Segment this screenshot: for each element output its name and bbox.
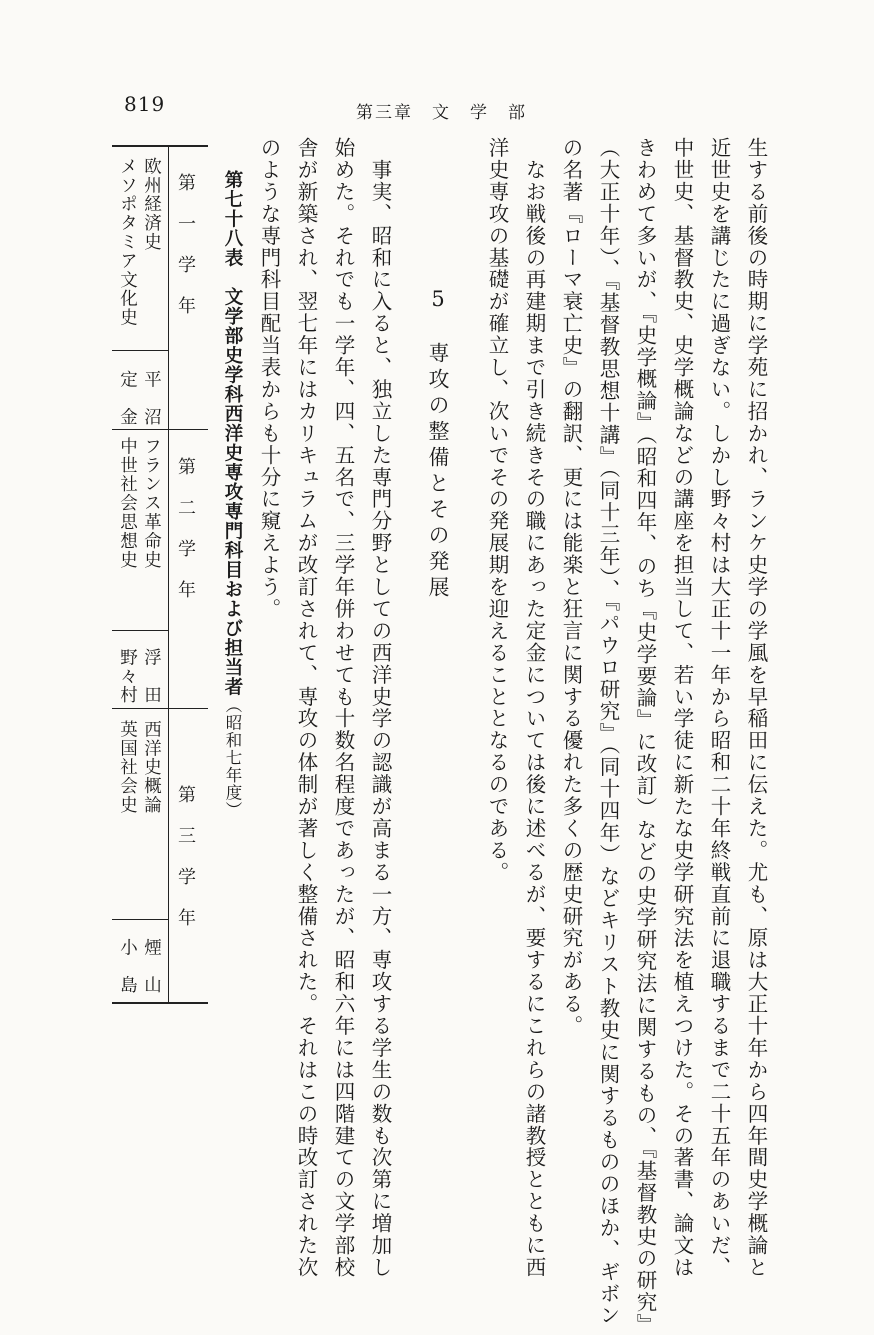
course-table bbox=[112, 145, 208, 1005]
body-column: 舎が新築され、翌七年にはカリキュラムが改訂されて、専攻の体制が著しく整備された。それはこの時改訂された次 bbox=[294, 137, 318, 1279]
table-course: 英国社会史 bbox=[117, 720, 138, 815]
table-teacher: 野々村 bbox=[117, 648, 138, 705]
body-column: なお戦後の再建期まで引き続きその職にあった定金については後に述べるが、要するにこれらの諸教授とともに西 bbox=[522, 137, 546, 1279]
body-column: 中世史、基督教史、史学概論などの講座を担当して、若い学徒に新たな史学研究法を植えつけた。その著書、論文は bbox=[670, 137, 694, 1279]
table-course: メソポタミア文化史 bbox=[117, 157, 138, 328]
body-column: 洋史専攻の基礎が確立し、次いでその発展期を迎えることとなるのである。 bbox=[485, 137, 509, 884]
table-teacher: 煙 山 bbox=[141, 938, 162, 995]
table-year-header: 第二学年 bbox=[175, 457, 196, 621]
table-rule bbox=[112, 630, 168, 631]
table-rule bbox=[112, 145, 208, 147]
table-course: 中世社会思想史 bbox=[117, 437, 138, 570]
table-course: 欧州経済史 bbox=[141, 157, 162, 252]
table-rule bbox=[112, 429, 208, 430]
table-rule bbox=[112, 350, 168, 351]
running-head: 第三章 文 学 部 bbox=[356, 103, 527, 123]
body-column: （大正十年）、『基督教思想十講』（同十三年）、『パウロ研究』（同十四年）などキリスト教史に関するもののほか、ギボン bbox=[596, 137, 620, 1327]
page-number: 819 bbox=[124, 92, 166, 116]
table-caption-title: 第七十八表 文学部史学科西洋史専攻専門科目および担当者 bbox=[222, 170, 243, 697]
table-course: 西洋史概論 bbox=[141, 720, 162, 815]
table-teacher: 浮 田 bbox=[141, 648, 162, 705]
table-caption bbox=[223, 170, 242, 819]
table-teacher: 定 金 bbox=[117, 370, 138, 427]
table-rule bbox=[112, 708, 208, 709]
table-course: フランス革命史 bbox=[141, 437, 162, 570]
table-rule bbox=[168, 145, 169, 1004]
table-year-header: 第三学年 bbox=[175, 785, 196, 949]
body-column: のような専門科目配当表からも十分に窺えよう。 bbox=[257, 137, 281, 620]
body-column: の名著『ローマ衰亡史』の翻訳、更には能楽と狂言に関する優れた多くの歴史研究がある。 bbox=[559, 137, 583, 1037]
body-column: 近世史を講じたに過ぎない。しかし野々村は大正十一年から昭和二十年終戦直前に退職するまで二十五年のあいだ、 bbox=[707, 137, 731, 1279]
table-rule bbox=[112, 1002, 208, 1004]
body-column: 生する前後の時期に学苑に招かれ、ランケ史学の学風を早稲田に伝えた。尤も、原は大正十年から四年間史学概論と bbox=[744, 137, 768, 1279]
table-teacher: 平 沼 bbox=[141, 370, 162, 427]
section-heading: 5 専攻の整備とその発展 bbox=[426, 287, 450, 602]
table-teacher: 小 島 bbox=[117, 938, 138, 995]
body-column: 始めた。それでも一学年、四、五名で、三学年併わせても十数名程度であったが、昭和六年には四階建ての文学部校 bbox=[331, 137, 355, 1279]
body-column: きわめて多いが、『史学概論』（昭和四年、のち『史学要論』に改訂）などの史学研究法に関するもの、『基督教史の研究』 bbox=[633, 137, 657, 1335]
body-column: 事実、昭和に入ると、独立した専門分野としての西洋史学の認識が高まる一方、専攻する学生の数も次第に増加し bbox=[368, 137, 392, 1279]
table-rule bbox=[112, 919, 168, 920]
table-year-header: 第一学年 bbox=[175, 173, 196, 337]
table-caption-note: （昭和七年度） bbox=[223, 696, 242, 819]
